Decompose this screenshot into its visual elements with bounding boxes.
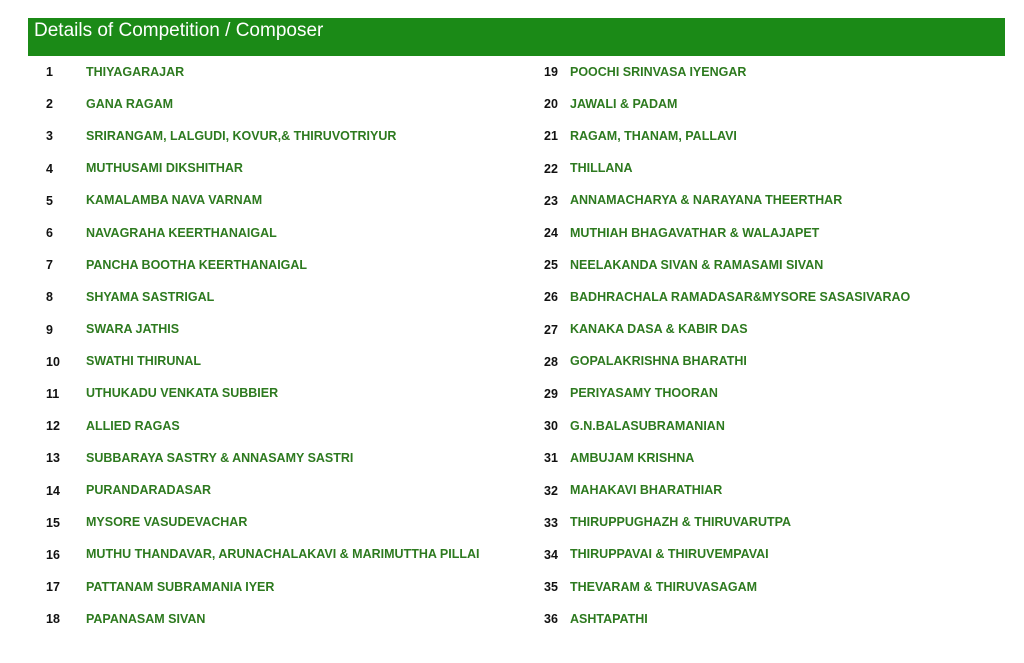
item-name: POOCHI SRINVASA IYENGAR (570, 64, 747, 79)
item-name: JAWALI & PADAM (570, 96, 678, 111)
item-name: NEELAKANDA SIVAN & RAMASAMI SIVAN (570, 257, 824, 272)
item-number: 27 (544, 322, 558, 337)
list-item (40, 153, 520, 185)
item-name: AMBUJAM KRISHNA (570, 450, 695, 465)
item-name: SRIRANGAM, LALGUDI, KOVUR,& THIRUVOTRIYUR (86, 128, 397, 143)
list-item (538, 314, 1008, 346)
item-number: 32 (544, 483, 558, 498)
item-name: MUTHUSAMI DIKSHITHAR (86, 161, 243, 176)
item-number: 17 (46, 580, 60, 595)
item-number: 8 (46, 290, 53, 305)
list-item (538, 442, 1008, 474)
item-number: 16 (46, 547, 60, 562)
item-name: ALLIED RAGAS (86, 418, 180, 433)
item-number: 22 (544, 161, 558, 176)
list-item (40, 378, 520, 410)
item-name: MUTHIAH BHAGAVATHAR & WALAJAPET (570, 225, 820, 240)
item-number: 14 (46, 483, 60, 498)
list-item (538, 571, 1008, 603)
item-number: 36 (544, 612, 558, 627)
list-item (40, 571, 520, 603)
item-number: 25 (544, 258, 558, 273)
item-name: THIRUPPUGHAZH & THIRUVARUTPA (570, 515, 792, 530)
item-name: GOPALAKRISHNA BHARATHI (570, 354, 747, 369)
item-name: MAHAKAVI BHARATHIAR (570, 483, 723, 498)
list-item (538, 603, 1008, 635)
item-name: SWATHI THIRUNAL (86, 354, 202, 369)
item-name: KANAKA DASA & KABIR DAS (570, 322, 748, 337)
item-number: 31 (544, 451, 558, 466)
item-number: 7 (46, 258, 53, 273)
item-number: 24 (544, 226, 558, 241)
list-item (538, 378, 1008, 410)
section-header (28, 18, 1005, 56)
item-number: 2 (46, 97, 53, 112)
item-number: 35 (544, 580, 558, 595)
item-name: PANCHA BOOTHA KEERTHANAIGAL (86, 257, 308, 272)
section-title: Details of Competition / Composer (34, 20, 324, 41)
list-item (538, 120, 1008, 152)
item-number: 21 (544, 129, 558, 144)
item-number: 4 (46, 161, 53, 176)
item-name: SHYAMA SASTRIGAL (86, 289, 215, 304)
list-item (538, 474, 1008, 506)
list-item (538, 153, 1008, 185)
item-name: NAVAGRAHA KEERTHANAIGAL (86, 225, 277, 240)
composer-list-right (538, 56, 1008, 635)
item-name: ASHTAPATHI (570, 611, 648, 626)
list-item (538, 346, 1008, 378)
item-name: PAPANASAM SIVAN (86, 611, 206, 626)
list-item (538, 539, 1008, 571)
list-item (40, 603, 520, 635)
item-name: SWARA JATHIS (86, 322, 180, 337)
list-item (538, 410, 1008, 442)
list-item (40, 88, 520, 120)
item-name: MYSORE VASUDEVACHAR (86, 515, 248, 530)
item-number: 26 (544, 290, 558, 305)
item-name: MUTHU THANDAVAR, ARUNACHALAKAVI & MARIMUTTHA PILLAI (86, 547, 480, 562)
item-number: 1 (46, 65, 53, 80)
item-number: 11 (46, 386, 60, 401)
item-name: THIYAGARAJAR (86, 64, 185, 79)
item-name: G.N.BALASUBRAMANIAN (570, 418, 725, 433)
item-name: BADHRACHALA RAMADASAR&MYSORE SASASIVARAO (570, 289, 911, 304)
list-item (40, 346, 520, 378)
item-name: PURANDARADASAR (86, 483, 211, 498)
item-number: 6 (46, 226, 53, 241)
item-number: 20 (544, 97, 558, 112)
item-number: 3 (46, 129, 53, 144)
list-item (40, 507, 520, 539)
list-item (40, 281, 520, 313)
list-item (40, 120, 520, 152)
item-name: KAMALAMBA NAVA VARNAM (86, 193, 263, 208)
list-item (538, 249, 1008, 281)
item-number: 9 (46, 322, 53, 337)
item-number: 12 (46, 419, 60, 434)
item-number: 28 (544, 354, 558, 369)
composer-list-left (40, 56, 520, 635)
list-item (538, 185, 1008, 217)
item-name: SUBBARAYA SASTRY & ANNASAMY SASTRI (86, 450, 354, 465)
list-item (40, 185, 520, 217)
list-item (40, 56, 520, 88)
list-item (40, 474, 520, 506)
item-name: RAGAM, THANAM, PALLAVI (570, 128, 737, 143)
item-number: 29 (544, 386, 558, 401)
item-name: UTHUKADU VENKATA SUBBIER (86, 386, 279, 401)
item-name: THILLANA (570, 161, 633, 176)
list-item (40, 442, 520, 474)
item-number: 18 (46, 612, 60, 627)
list-item (538, 217, 1008, 249)
list-item (538, 281, 1008, 313)
list-item (538, 56, 1008, 88)
item-name: THEVARAM & THIRUVASAGAM (570, 579, 758, 594)
item-name: THIRUPPAVAI & THIRUVEMPAVAI (570, 547, 769, 562)
list-item (40, 249, 520, 281)
list-item (40, 217, 520, 249)
list-item (40, 539, 520, 571)
list-item (40, 314, 520, 346)
list-item (538, 88, 1008, 120)
item-number: 33 (544, 515, 558, 530)
item-number: 34 (544, 547, 558, 562)
item-number: 23 (544, 193, 558, 208)
item-name: ANNAMACHARYA & NARAYANA THEERTHAR (570, 193, 843, 208)
list-item (40, 410, 520, 442)
item-number: 15 (46, 515, 60, 530)
item-name: PATTANAM SUBRAMANIA IYER (86, 579, 275, 594)
list-item (538, 507, 1008, 539)
item-number: 10 (46, 354, 60, 369)
item-name: GANA RAGAM (86, 96, 174, 111)
item-number: 13 (46, 451, 60, 466)
item-number: 30 (544, 419, 558, 434)
item-name: PERIYASAMY THOORAN (570, 386, 718, 401)
item-number: 5 (46, 193, 53, 208)
item-number: 19 (544, 65, 558, 80)
